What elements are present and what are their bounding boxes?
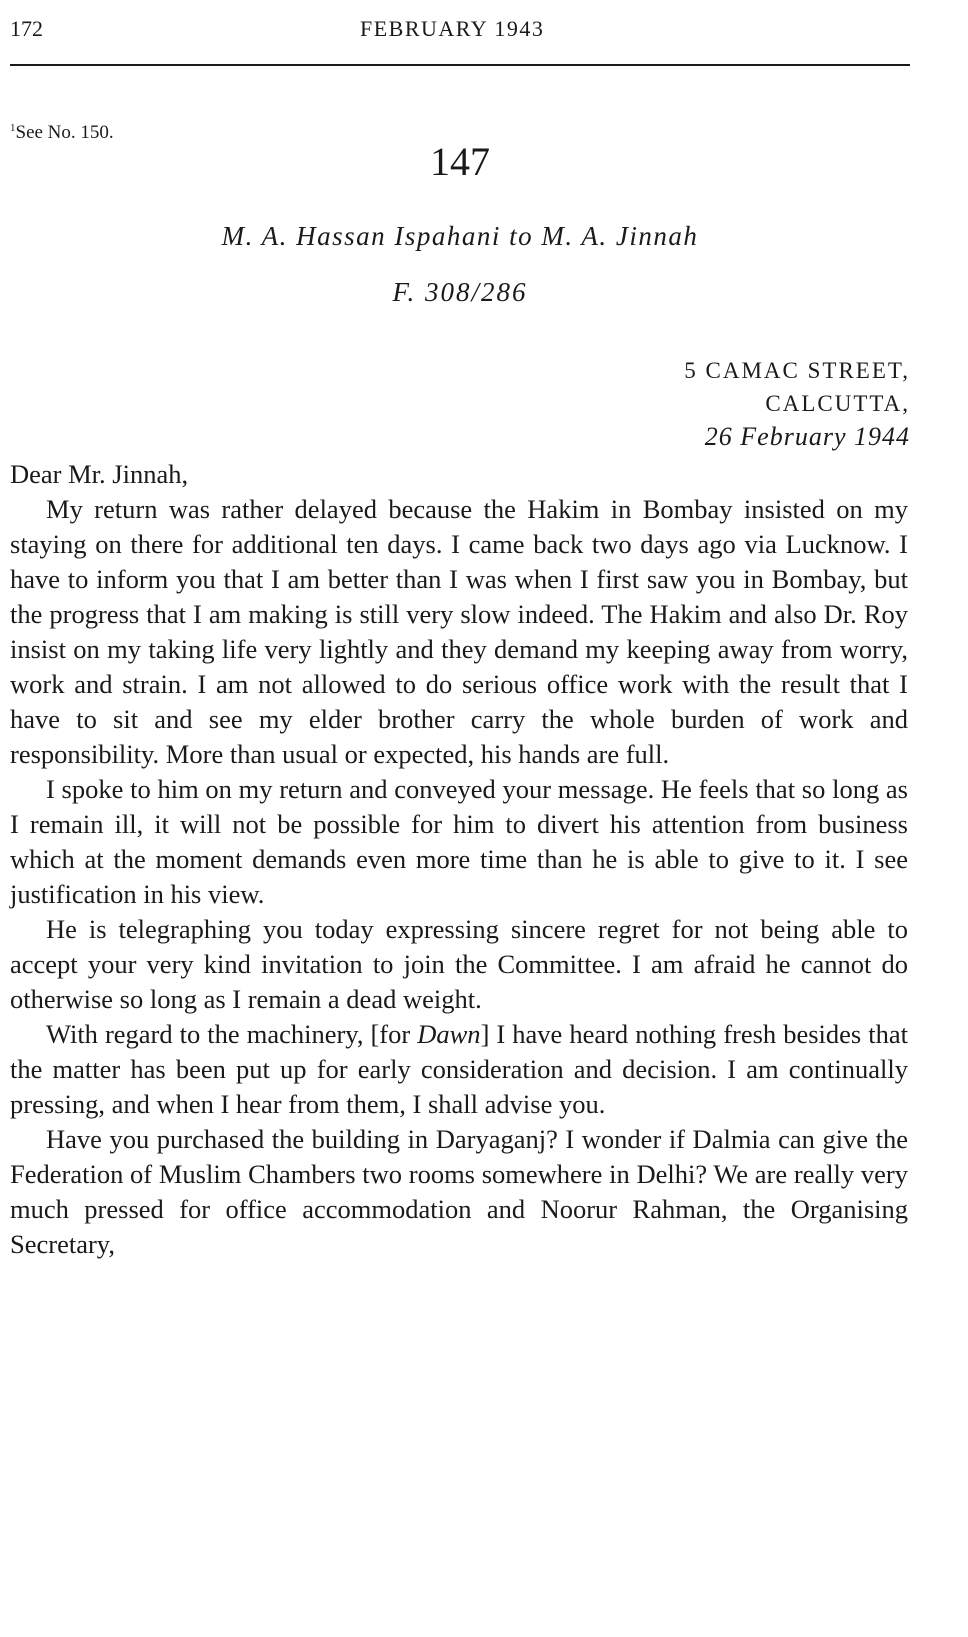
paragraph: He is telegraphing you today expressing sincere regret for not being able to accept your very kind invitation to join the Committee. I am afraid he cannot do otherwise so long as I remain a dead weight. xyxy=(10,914,908,1014)
document-heading: M. A. Hassan Ispahani to M. A. Jinnah xyxy=(221,221,699,251)
paragraph: My return was rather delayed because the Hakim in Bombay insisted on my staying on there for additional ten days. I came back two days ago via Lucknow. I have to inform you that I am better than I was when I first saw you in Bombay, but the progress that I am making is still very slow indeed. The Hakim and also Dr. Roy insist on my taking life very lightly and they demand my keeping away from worry, work and strain. I am not allowed to do serious office work with the result that I have to sit and see my elder brother carry the whole burden of work and responsibility. More than usual or expected, his hands are full. xyxy=(10,494,908,769)
paragraph: I spoke to him on my return and conveyed your message. He feels that so long as I remain ill, it will not be possible for him to divert his attention from business which at the moment demands even more time than he is able to give to it. I see justification in his view. xyxy=(10,774,908,909)
letter-body xyxy=(10,457,908,1262)
document-number: 147 xyxy=(430,139,490,184)
paragraph: Have you purchased the building in Daryaganj? I wonder if Dalmia can give the Federation of Muslim Chambers two rooms somewhere in Delhi? We are really very much pressed for office accommodation and Noorur Rahman, the Organising Secretary, xyxy=(10,1124,908,1259)
page-number: 172 xyxy=(10,16,43,41)
newspaper-title: Dawn xyxy=(417,1019,481,1049)
paragraph: With regard to the machinery, [for Dawn] I have heard nothing fresh besides that the matter has been put up for early consideration and decision. I am continually pressing, and when I hear from them, I shall advise you. xyxy=(10,1019,908,1119)
address-line-street: 5 CAMAC STREET, xyxy=(684,358,910,383)
header-rule xyxy=(10,64,910,66)
running-title: FEBRUARY 1943 xyxy=(360,16,545,41)
file-reference: F. 308/286 xyxy=(392,277,528,307)
footnote-text: See No. 150. xyxy=(15,122,114,143)
footnote-marker: 1 xyxy=(10,122,16,134)
running-head xyxy=(10,14,910,44)
letter-date: 26 February 1944 xyxy=(704,422,910,451)
sender-address xyxy=(684,354,910,453)
salutation: Dear Mr. Jinnah, xyxy=(10,459,189,489)
address-line-city: CALCUTTA, xyxy=(765,391,910,416)
